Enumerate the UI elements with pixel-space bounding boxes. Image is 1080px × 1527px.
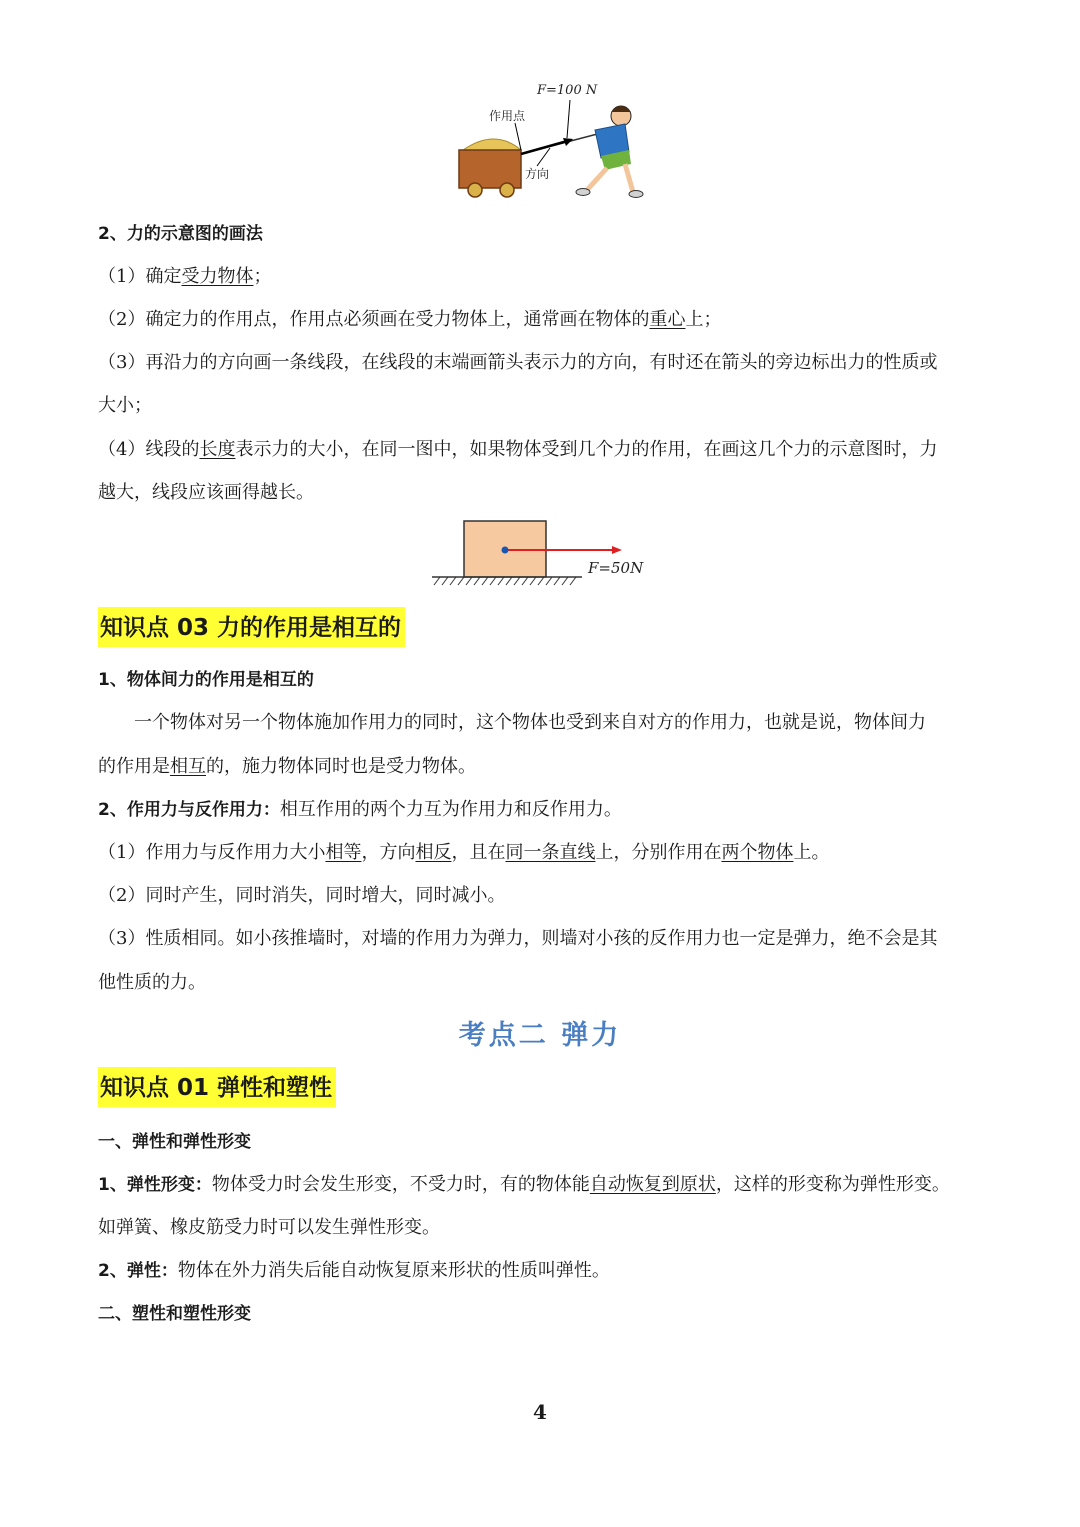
page-number: 4 bbox=[533, 1400, 547, 1424]
force-label: F=50N bbox=[588, 559, 644, 577]
point-of-application bbox=[502, 547, 509, 554]
cart-wheel bbox=[500, 183, 514, 197]
force-arrow bbox=[521, 140, 571, 154]
cart-body bbox=[459, 150, 521, 188]
paragraph: 2、作用力与反作用力：相互作用的两个力互为作用力和反作用力。 bbox=[98, 799, 622, 820]
ground-hatching bbox=[434, 577, 576, 585]
list-item: （2）同时产生，同时消失，同时增大，同时减小。 bbox=[98, 885, 506, 906]
paragraph: 1、弹性形变：物体受力时会发生形变，不受力时，有的物体能自动恢复到原状，这样的形变称为弹性形变。 bbox=[98, 1174, 950, 1195]
paragraph-title: 1、物体间力的作用是相互的 bbox=[98, 670, 314, 690]
boy-shoe bbox=[576, 189, 590, 196]
cart-pulling-figure bbox=[455, 78, 645, 203]
force-diagram-figure bbox=[430, 515, 660, 590]
paragraph: 2、弹性：物体在外力消失后能自动恢复原来形状的性质叫弹性。 bbox=[98, 1260, 610, 1281]
subheading: 一、弹性和弹性形变 bbox=[98, 1132, 251, 1152]
list-item: （1）作用力与反作用力大小相等，方向相反，且在同一条直线上，分别作用在两个物体上。 bbox=[98, 842, 830, 863]
list-item: （1）确定受力物体； bbox=[98, 266, 272, 287]
force-arrowhead bbox=[563, 138, 573, 146]
subheading: 二、塑性和塑性形变 bbox=[98, 1304, 251, 1324]
force-arrowhead bbox=[612, 546, 622, 554]
knowledge-point-heading: 知识点 03 力的作用是相互的 bbox=[98, 607, 405, 647]
list-item: （3）再沿力的方向画一条线段，在线段的末端画箭头表示力的方向，有时还在箭头的旁边标出力的性质或 bbox=[98, 352, 938, 373]
force-label-leader bbox=[567, 100, 570, 138]
section-title: 2、力的示意图的画法 bbox=[98, 224, 263, 244]
force-label: F=100 N bbox=[537, 83, 598, 98]
direction-label-leader bbox=[537, 148, 550, 166]
paragraph-continued: 如弹簧、橡皮筋受力时可以发生弹性形变。 bbox=[98, 1217, 440, 1238]
direction-label: 方向 bbox=[525, 167, 550, 181]
list-item: （3）性质相同。如小孩推墙时，对墙的作用力为弹力，则墙对小孩的反作用力也一定是弹力，绝不会是其 bbox=[98, 928, 938, 949]
paragraph: 一个物体对另一个物体施加作用力的同时，这个物体也受到来自对方的作用力，也就是说，物体间力 bbox=[134, 712, 926, 733]
list-item-continued: 他性质的力。 bbox=[98, 972, 206, 993]
boy-leg bbox=[587, 168, 607, 190]
knowledge-point-heading: 知识点 01 弹性和塑性 bbox=[98, 1067, 336, 1107]
section-heading: 考点二 弹力 bbox=[458, 1020, 622, 1051]
list-item-continued: 越大，线段应该画得越长。 bbox=[98, 482, 314, 503]
paragraph-continued: 的作用是相互的，施力物体同时也是受力物体。 bbox=[98, 756, 476, 777]
boy-hair bbox=[611, 106, 631, 112]
list-item: （4）线段的长度表示力的大小，在同一图中，如果物体受到几个力的作用，在画这几个力的示意图时，力 bbox=[98, 439, 938, 460]
cart-load bbox=[463, 139, 521, 150]
list-item: （2）确定力的作用点，作用点必须画在受力物体上，通常画在物体的重心上； bbox=[98, 309, 722, 330]
boy-shoe bbox=[629, 191, 643, 198]
boy-leg bbox=[625, 164, 633, 192]
cart-wheel bbox=[468, 183, 482, 197]
list-item-continued: 大小； bbox=[98, 395, 152, 416]
point-label: 作用点 bbox=[489, 109, 526, 123]
